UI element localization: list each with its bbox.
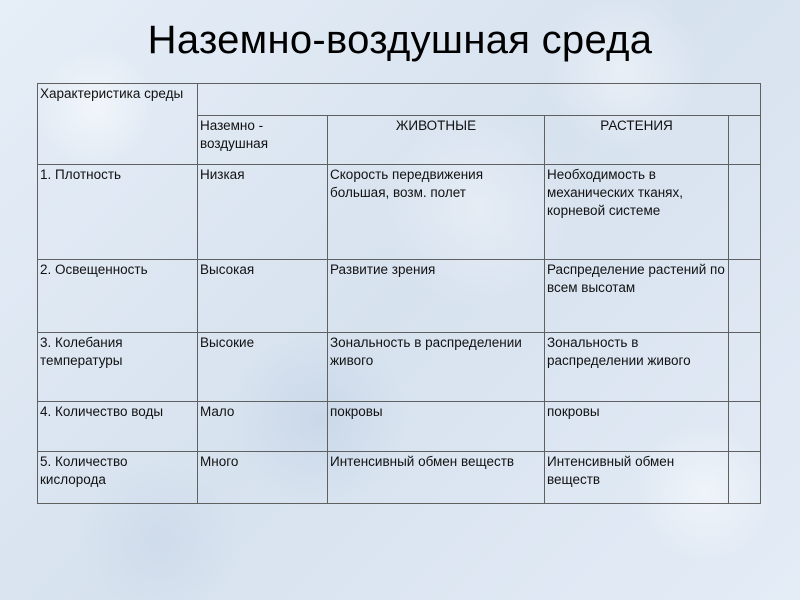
row-extra-cell — [729, 452, 761, 504]
row-plants: Интенсивный обмен веществ — [545, 452, 729, 504]
row-value: Много — [198, 452, 328, 504]
header-characteristic: Характеристика среды — [38, 84, 198, 165]
row-animals: покровы — [328, 402, 545, 452]
row-characteristic: 5. Количество кислорода — [38, 452, 198, 504]
row-characteristic: 4. Количество воды — [38, 402, 198, 452]
header-animals: ЖИВОТНЫЕ — [328, 116, 545, 165]
header-plants: РАСТЕНИЯ — [545, 116, 729, 165]
row-extra-cell — [729, 402, 761, 452]
row-characteristic: 1. Плотность — [38, 165, 198, 260]
row-extra-cell — [729, 165, 761, 260]
row-animals: Зональность в распределении живого — [328, 333, 545, 402]
row-animals: Скорость передвижения большая, возм. полет — [328, 165, 545, 260]
table-row — [38, 165, 761, 260]
header-spacer — [198, 84, 761, 116]
table-row — [38, 260, 761, 333]
row-plants: Зональность в распределении живого — [545, 333, 729, 402]
row-value: Мало — [198, 402, 328, 452]
row-plants: Распределение растений по всем высотам — [545, 260, 729, 333]
row-extra-cell — [729, 260, 761, 333]
row-characteristic: 2. Освещенность — [38, 260, 198, 333]
row-plants: Необходимость в механических тканях, корневой системе — [545, 165, 729, 260]
row-animals: Интенсивный обмен веществ — [328, 452, 545, 504]
header-environment: Наземно - воздушная — [198, 116, 328, 165]
slide-title: Наземно-воздушная среда — [147, 18, 653, 62]
row-extra-cell — [729, 333, 761, 402]
table-row — [38, 452, 761, 504]
table-row — [38, 333, 761, 402]
row-value: Высокие — [198, 333, 328, 402]
row-characteristic: 3. Колебания температуры — [38, 333, 198, 402]
row-value: Низкая — [198, 165, 328, 260]
row-value: Высокая — [198, 260, 328, 333]
row-animals: Развитие зрения — [328, 260, 545, 333]
table-row — [38, 402, 761, 452]
row-plants: покровы — [545, 402, 729, 452]
table-header-row — [38, 84, 761, 116]
environment-table — [37, 83, 761, 504]
header-extra-cell — [729, 116, 761, 165]
